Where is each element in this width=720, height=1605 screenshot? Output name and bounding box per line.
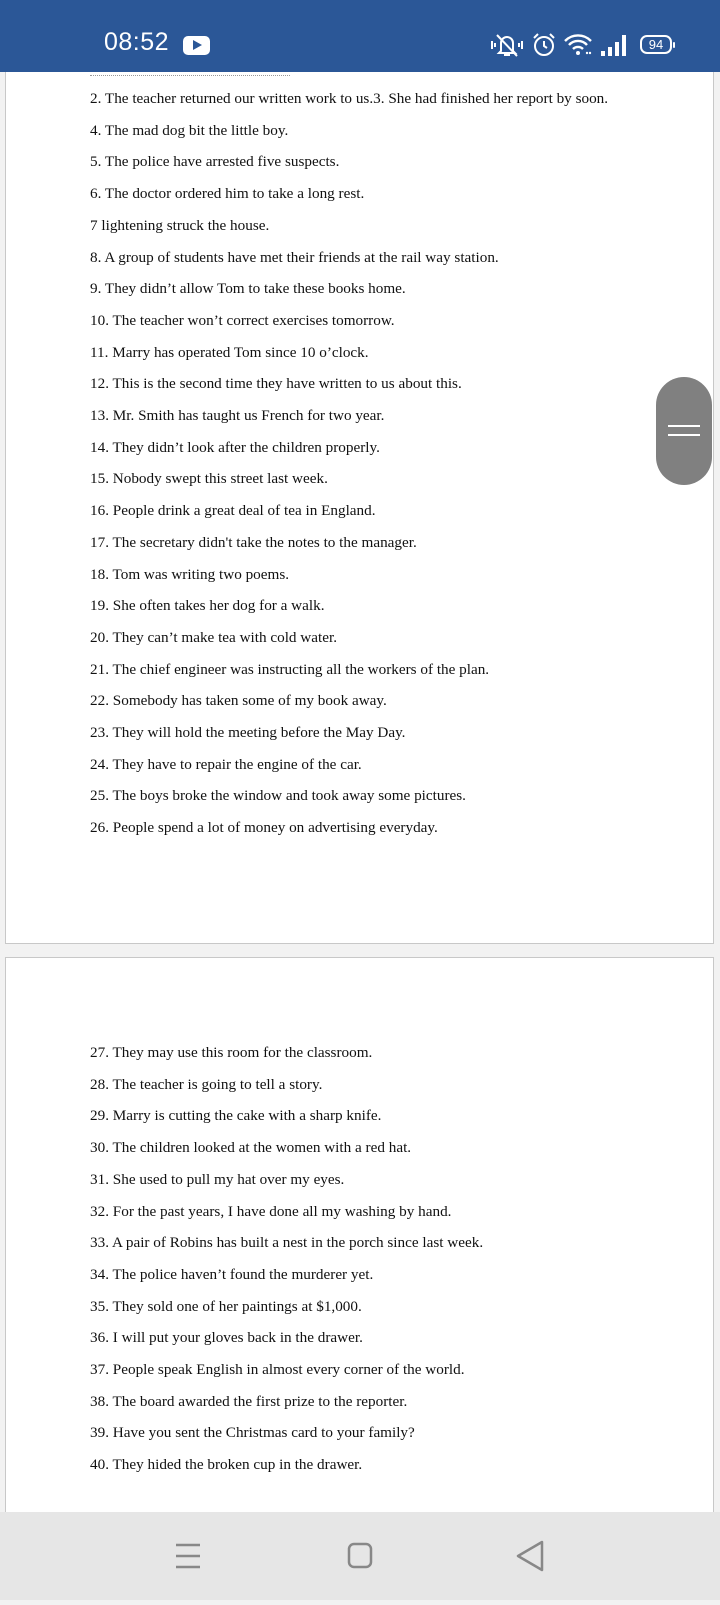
exercise-line: 24. They have to repair the engine of the car.: [90, 755, 362, 773]
battery-icon: 94: [640, 35, 672, 54]
exercise-line: 30. The children looked at the women with a red hat.: [90, 1139, 412, 1157]
back-button[interactable]: [490, 1512, 570, 1600]
home-icon: [320, 1512, 400, 1600]
vibrate-mute-icon: [490, 32, 524, 58]
exercise-line: 28. The teacher is going to tell a story.: [90, 1075, 323, 1093]
document-page-1: [5, 40, 714, 944]
exercise-line: 8. A group of students have met their friends at the rail way station.: [90, 248, 499, 266]
navigation-bar: [0, 1512, 720, 1600]
exercise-line: 2. The teacher returned our written work to us.3. She had finished her report by soon.: [90, 90, 609, 107]
exercise-line: 39. Have you sent the Christmas card to your family?: [90, 1424, 415, 1442]
exercise-line: 32. For the past years, I have done all my washing by hand.: [90, 1202, 452, 1220]
exercise-line: 38. The board awarded the first prize to the reporter.: [90, 1392, 408, 1410]
alarm-icon: [531, 32, 557, 58]
exercise-line: 15. Nobody swept this street last week.: [90, 470, 328, 488]
exercise-line: 29. Marry is cutting the cake with a sharp knife.: [90, 1107, 382, 1125]
exercise-line: 4. The mad dog bit the little boy.: [90, 121, 289, 139]
exercise-line: 22. Somebody has taken some of my book away.: [90, 692, 387, 710]
signal-icon: [600, 32, 630, 58]
exercise-line: 35. They sold one of her paintings at $1,000.: [90, 1297, 362, 1315]
exercise-line: 12. This is the second time they have written to us about this.: [90, 375, 462, 393]
document-page-2: [5, 957, 714, 1517]
status-bar: [0, 0, 720, 72]
exercise-line: 26. People spend a lot of money on advertising everyday.: [90, 819, 438, 837]
exercise-line: 40. They hided the broken cup in the drawer.: [90, 1456, 363, 1474]
exercise-line: 10. The teacher won’t correct exercises tomorrow.: [90, 311, 395, 329]
home-button[interactable]: [320, 1512, 400, 1600]
exercise-line: 31. She used to pull my hat over my eyes.: [90, 1170, 345, 1188]
exercise-line: 14. They didn’t look after the children properly.: [90, 438, 380, 456]
exercise-line: 20. They can’t make tea with cold water.: [90, 628, 337, 646]
exercise-line: 37. People speak English in almost every corner of the world.: [90, 1361, 465, 1378]
exercise-line: 36. I will put your gloves back in the drawer.: [90, 1329, 363, 1347]
back-icon: [490, 1512, 570, 1600]
exercise-line: 21. The chief engineer was instructing all the workers of the plan.: [90, 660, 490, 678]
exercise-line: 18. Tom was writing two poems.: [90, 565, 290, 583]
wifi-icon: [563, 32, 593, 58]
youtube-icon: [183, 36, 210, 55]
exercise-line: 34. The police haven’t found the murderer yet.: [90, 1265, 374, 1283]
status-time: 08:52: [104, 28, 170, 56]
exercise-line: 13. Mr. Smith has taught us French for two year.: [90, 407, 385, 424]
exercise-line: 17. The secretary didn't take the notes to the manager.: [90, 533, 417, 551]
exercise-line: 7 lightening struck the house.: [90, 216, 270, 234]
exercise-line: 6. The doctor ordered him to take a long rest.: [90, 185, 365, 203]
exercise-line: 9. They didn’t allow Tom to take these books home.: [90, 280, 406, 298]
exercise-line: 23. They will hold the meeting before the May Day.: [90, 724, 406, 741]
exercise-line: 33. A pair of Robins has built a nest in the porch since last week.: [90, 1234, 484, 1252]
exercise-line: 19. She often takes her dog for a walk.: [90, 597, 325, 615]
exercise-line: 16. People drink a great deal of tea in England.: [90, 502, 376, 520]
exercise-line: 27. They may use this room for the classroom.: [90, 1044, 373, 1061]
exercise-line: 25. The boys broke the window and took away some pictures.: [90, 787, 466, 805]
recent-apps-button[interactable]: [148, 1512, 228, 1600]
scroll-handle[interactable]: [656, 377, 712, 485]
recent-apps-icon: [148, 1512, 228, 1600]
exercise-line: 5. The police have arrested five suspects.: [90, 153, 340, 171]
exercise-line: 11. Marry has operated Tom since 10 o’clock.: [90, 343, 369, 361]
